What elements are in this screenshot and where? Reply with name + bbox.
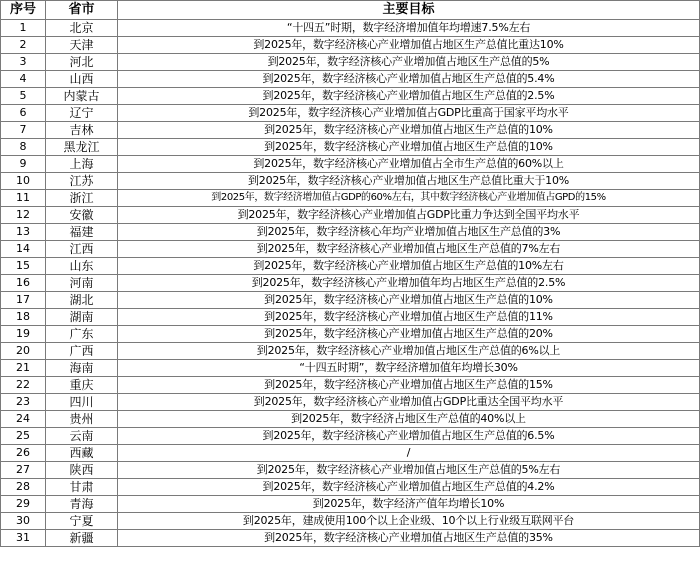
row-goal: 到2025年，数字经济核心产业增加值占地区生产总值的10%: [118, 122, 700, 139]
table-row: [1, 258, 700, 275]
row-goal: 到2025年，数字经济产值年均增长10%: [118, 496, 700, 513]
row-province: 西藏: [46, 445, 118, 462]
row-index: 6: [1, 105, 46, 122]
row-index: 18: [1, 309, 46, 326]
row-province: 云南: [46, 428, 118, 445]
row-goal: 到2025年，数字经济增加值占GDP的60%左右，其中数字经济核心产业增加值占GPD的15%: [118, 190, 700, 207]
row-index: 3: [1, 54, 46, 71]
table-row: [1, 20, 700, 37]
table-row: [1, 54, 700, 71]
row-province: 广东: [46, 326, 118, 343]
row-goal: 到2025年，数字经济核心产业增加值占地区生产总值的15%: [118, 377, 700, 394]
row-goal: 到2025年，数字经济占地区生产总值的40%以上: [118, 411, 700, 428]
row-province: 四川: [46, 394, 118, 411]
table-row: [1, 37, 700, 54]
table-row: [1, 428, 700, 445]
row-index: 19: [1, 326, 46, 343]
header-index: 序号: [1, 1, 46, 20]
table-row: [1, 462, 700, 479]
row-province: 湖南: [46, 309, 118, 326]
row-province: 内蒙古: [46, 88, 118, 105]
row-goal: 到2025年，数字经济核心产业增加值占GDP比重达全国平均水平: [118, 394, 700, 411]
table-row: [1, 71, 700, 88]
row-province: 福建: [46, 224, 118, 241]
row-index: 9: [1, 156, 46, 173]
table-row: [1, 156, 700, 173]
table-row: [1, 326, 700, 343]
row-index: 30: [1, 513, 46, 530]
row-province: 海南: [46, 360, 118, 377]
row-goal: 到2025年，数字经济核心产业增加值占地区生产总值的5%: [118, 54, 700, 71]
row-index: 17: [1, 292, 46, 309]
table-row: [1, 190, 700, 207]
row-index: 31: [1, 530, 46, 547]
row-province: 甘肃: [46, 479, 118, 496]
row-province: 安徽: [46, 207, 118, 224]
table-row: [1, 394, 700, 411]
row-province: 河北: [46, 54, 118, 71]
row-goal: 到2025年，数字经济核心产业增加值占GDP比重力争达到全国平均水平: [118, 207, 700, 224]
row-province: 江西: [46, 241, 118, 258]
row-goal: “十四五”时期，数字经济增加值年均增速7.5%左右: [118, 20, 700, 37]
table-row: [1, 479, 700, 496]
row-index: 16: [1, 275, 46, 292]
row-goal: 到2025年，数字经济核心产业增加值占地区生产总值的6%以上: [118, 343, 700, 360]
row-index: 26: [1, 445, 46, 462]
row-goal: 到2025年，数字经济核心产业增加值占地区生产总值的7%左右: [118, 241, 700, 258]
table-row: [1, 224, 700, 241]
row-goal: 到2025年，数字经济核心产业增加值占地区生产总值的6.5%: [118, 428, 700, 445]
row-province: 辽宁: [46, 105, 118, 122]
row-index: 14: [1, 241, 46, 258]
row-index: 11: [1, 190, 46, 207]
row-province: 北京: [46, 20, 118, 37]
row-goal: 到2025年，数字经济核心产业增加值占地区生产总值的5%左右: [118, 462, 700, 479]
row-province: 天津: [46, 37, 118, 54]
header-row: [1, 1, 700, 20]
row-index: 21: [1, 360, 46, 377]
table-row: [1, 513, 700, 530]
row-index: 22: [1, 377, 46, 394]
table-row: [1, 88, 700, 105]
row-index: 13: [1, 224, 46, 241]
row-index: 12: [1, 207, 46, 224]
row-goal: 到2025年，数字经济核心产业增加值占地区生产总值的10%左右: [118, 258, 700, 275]
row-index: 25: [1, 428, 46, 445]
table-row: [1, 207, 700, 224]
table-row: [1, 139, 700, 156]
row-goal: /: [118, 445, 700, 462]
header-province: 省市: [46, 1, 118, 20]
row-province: 山西: [46, 71, 118, 88]
table-body: [1, 20, 700, 547]
row-province: 新疆: [46, 530, 118, 547]
row-goal: 到2025年，数字经济核心产业增加值占地区生产总值的5.4%: [118, 71, 700, 88]
row-province: 山东: [46, 258, 118, 275]
table-row: [1, 496, 700, 513]
row-index: 7: [1, 122, 46, 139]
row-index: 2: [1, 37, 46, 54]
row-goal: 到2025年，建成使用100个以上企业级、10个以上行业级互联网平台: [118, 513, 700, 530]
table-row: [1, 241, 700, 258]
row-index: 8: [1, 139, 46, 156]
row-goal: “十四五时期”，数字经济增加值年均增长30%: [118, 360, 700, 377]
row-province: 浙江: [46, 190, 118, 207]
row-index: 20: [1, 343, 46, 360]
table-row: [1, 105, 700, 122]
row-goal: 到2025年，数字经济核心产业增加值占地区生产总值的35%: [118, 530, 700, 547]
row-province: 宁夏: [46, 513, 118, 530]
row-index: 28: [1, 479, 46, 496]
row-province: 河南: [46, 275, 118, 292]
row-index: 27: [1, 462, 46, 479]
row-province: 江苏: [46, 173, 118, 190]
row-goal: 到2025年，数字经济核心产业增加值占地区生产总值的10%: [118, 139, 700, 156]
table-row: [1, 275, 700, 292]
table-row: [1, 122, 700, 139]
row-province: 重庆: [46, 377, 118, 394]
row-goal: 到2025年，数字经济核心产业增加值占地区生产总值比重大于10%: [118, 173, 700, 190]
row-province: 青海: [46, 496, 118, 513]
row-index: 24: [1, 411, 46, 428]
table-row: [1, 411, 700, 428]
row-goal: 到2025年，数字经济核心产业增加值占地区生产总值的11%: [118, 309, 700, 326]
table-row: [1, 360, 700, 377]
row-goal: 到2025年，数字经济核心年均产业增加值占地区生产总值的3%: [118, 224, 700, 241]
table-row: [1, 343, 700, 360]
header-goal: 主要目标: [118, 1, 700, 20]
table-row: [1, 292, 700, 309]
row-goal: 到2025年，数字经济核心产业增加值占地区生产总值比重达10%: [118, 37, 700, 54]
row-province: 吉林: [46, 122, 118, 139]
row-goal: 到2025年，数字经济核心产业增加值占地区生产总值的4.2%: [118, 479, 700, 496]
row-province: 贵州: [46, 411, 118, 428]
row-index: 29: [1, 496, 46, 513]
row-goal: 到2025年，数字经济核心产业增加值占地区生产总值的20%: [118, 326, 700, 343]
row-index: 1: [1, 20, 46, 37]
row-index: 23: [1, 394, 46, 411]
row-province: 湖北: [46, 292, 118, 309]
row-goal: 到2025年，数字经济核心产业增加值占全市生产总值的60%以上: [118, 156, 700, 173]
table-row: [1, 445, 700, 462]
row-province: 广西: [46, 343, 118, 360]
row-index: 5: [1, 88, 46, 105]
table-row: [1, 173, 700, 190]
row-goal: 到2025年，数字经济核心产业增加值年均占地区生产总值的2.5%: [118, 275, 700, 292]
row-province: 陕西: [46, 462, 118, 479]
row-province: 黑龙江: [46, 139, 118, 156]
row-province: 上海: [46, 156, 118, 173]
table-row: [1, 530, 700, 547]
row-index: 10: [1, 173, 46, 190]
row-goal: 到2025年，数字经济核心产业增加值占地区生产总值的10%: [118, 292, 700, 309]
table-row: [1, 309, 700, 326]
row-goal: 到2025年，数字经济核心产业增加值占GDP比重高于国家平均水平: [118, 105, 700, 122]
row-goal: 到2025年，数字经济核心产业增加值占地区生产总值的2.5%: [118, 88, 700, 105]
row-index: 4: [1, 71, 46, 88]
row-index: 15: [1, 258, 46, 275]
table-row: [1, 377, 700, 394]
